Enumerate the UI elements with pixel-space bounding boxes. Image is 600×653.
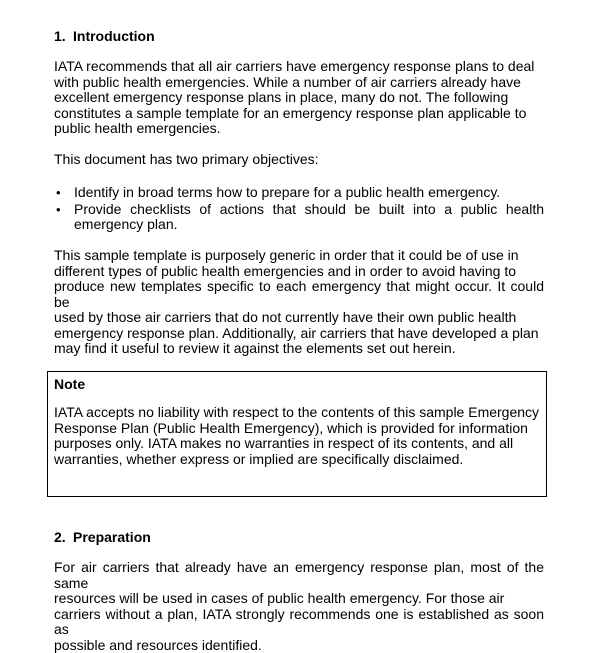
- intro-paragraph: IATA recommends that all air carriers have emergency response plans to deal with public health emergencies. While a number of air carriers already have excellent emergency response plans in place, many do not. The following constitutes a sample template for an emergency response plan applicable to public health emergencies.: [54, 58, 535, 136]
- list-item-text: Identify in broad terms how to prepare for a public health emergency.: [74, 184, 501, 200]
- note-text: IATA accepts no liability with respect to the contents of this sample Emergency Response Plan (Public Health Emergency), which is provided for information purposes only. IATA makes no warranties in respect of its contents, and all warranties, whether express or implied are specifically disclaimed.: [54, 404, 540, 467]
- section-number: 2.: [54, 529, 66, 545]
- objectives-list: [54, 185, 544, 234]
- bullet-icon: •: [56, 185, 61, 200]
- note-title: Note: [54, 376, 86, 392]
- list-item: [54, 185, 544, 201]
- section-number: 1.: [54, 28, 66, 44]
- template-paragraph: This sample template is purposely generic in order that it could be of use in different types of public health emergencies and in order to avoid having to produce new templates specific to each emergency that might occur. It could be used by those air carriers that do not currently have their own public health emergency response plan. Additionally, air carriers that have developed a plan may find it useful to review it against the elements set out herein.: [54, 247, 544, 356]
- section-title: Preparation: [73, 529, 151, 545]
- note-box: [47, 371, 547, 497]
- list-item: [54, 202, 544, 233]
- preparation-paragraph: For air carriers that already have an emergency response plan, most of the same resources will be used in cases of public health emergency. For those air carriers without a plan, IATA strongly recommends one is established as soon as possible and resources identified.: [54, 559, 544, 653]
- list-item-text: Provide checklists of actions that should be built into a public health emergency plan.: [74, 200, 544, 232]
- section-title: Introduction: [73, 28, 155, 44]
- section-heading-preparation: [54, 529, 151, 545]
- bullet-icon: •: [56, 201, 61, 217]
- objectives-paragraph: This document has two primary objectives:: [54, 151, 319, 167]
- section-heading-introduction: [54, 28, 155, 44]
